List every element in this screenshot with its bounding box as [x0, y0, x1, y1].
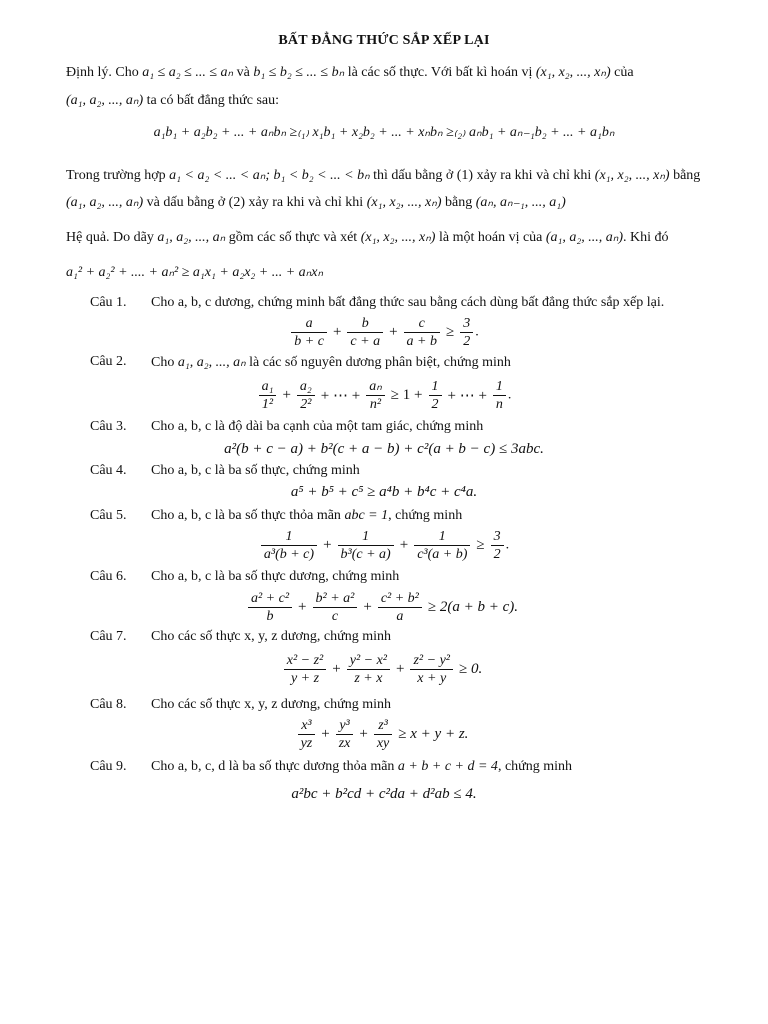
q5-den-2: b³(c + a): [340, 547, 391, 562]
q1-den-3: a + b: [406, 334, 437, 349]
question-3-text: Cho a, b, c là độ dài ba cạnh của một tam giác, chứng minh: [151, 419, 484, 434]
q8-num-2: y³: [336, 717, 354, 735]
q8-den-3: xy: [376, 736, 390, 751]
q5-num-1: 1: [261, 528, 317, 546]
q6-den-1: b: [266, 609, 274, 624]
corollary-label: Hệ quả. Do dãy: [66, 230, 154, 245]
equality-text: Trong trường hợp: [66, 168, 166, 183]
question-6-number: Câu 6.: [90, 569, 127, 584]
corollary-text-3: . Khi đó: [623, 230, 669, 245]
q6-num-3: c² + b²: [378, 590, 422, 608]
question-6-formula: $\frac{\text{a² + c²}}{b}$ + $\frac{\text{b² + a²}}{c}$ + $\frac{\text{c² + b²}}{a}$ ≥ 2(a + b + c).: [0, 590, 768, 625]
q6-num-2: b² + a²: [313, 590, 358, 608]
q1-num-2: b: [347, 315, 383, 333]
q5-rhs-den: 2: [493, 547, 501, 562]
theorem-line-1: [66, 63, 634, 83]
question-1-formula: $\frac{a}{b + c}$ + $\frac{b}{c + a}$ + $\frac{c}{a + b}$ ≥ $\frac{3}{2}$ .: [0, 315, 768, 350]
q2-text-post: là các số nguyên dương phân biệt, chứng minh: [249, 355, 511, 370]
q2-rhs-den-2: n: [495, 397, 503, 412]
q7-den-1: y + z: [290, 671, 320, 686]
math-x-tuple: (x₁, x₂, ..., xₙ): [360, 230, 436, 245]
equality-line-1: [66, 166, 700, 186]
question-7-number: Câu 7.: [90, 629, 127, 644]
q2-den-1: 1²: [261, 397, 274, 412]
q9-math: a + b + c + d = 4: [397, 759, 498, 774]
corollary-formula: a₁² + a₂² + .... + aₙ² ≥ a₁x₁ + a₂x₂ + ... + aₙxₙ: [66, 265, 324, 280]
theorem-text-2: ta có bất đẳng thức sau:: [146, 93, 280, 108]
question-9-text: [151, 759, 572, 775]
q2-num-3: aₙ: [366, 378, 385, 396]
text-and: và: [236, 65, 250, 80]
q2-dots: + ⋯ +: [320, 388, 361, 404]
math-strict-order: a₁ < a₂ < ... < aₙ; b₁ < b₂ < ... < bₙ: [169, 168, 370, 183]
q2-num-2: a₂: [297, 378, 315, 396]
q8-den-1: yz: [300, 736, 313, 751]
q5-text-post: , chứng minh: [388, 508, 463, 523]
q2-text-pre: Cho: [151, 355, 175, 370]
math-a-tuple: (a₁, a₂, ..., aₙ): [66, 93, 144, 108]
q1-end: .: [475, 324, 479, 340]
q5-math: abc = 1: [344, 508, 389, 523]
equality-text-2: thì dấu bằng ở (1) xảy ra khi và chỉ khi: [373, 168, 592, 183]
q5-den-1: a³(b + c): [263, 547, 315, 562]
math-a-seq: a₁, a₂, ..., aₙ: [157, 230, 226, 245]
q5-end: .: [505, 537, 510, 553]
q2-rhs-den-1: 2: [431, 397, 439, 412]
q2-math: a₁, a₂, ..., aₙ: [177, 355, 246, 370]
theorem-formula: a₁b₁ + a₂b₂ + ... + aₙbₙ ≥₍₁₎ x₁b₁ + x₂b₂ + ... + xₙbₙ ≥₍₂₎ aₙb₁ + aₙ₋₁b₂ + ... + a₁bₙ: [153, 125, 615, 140]
text-cua: của: [614, 65, 634, 80]
question-8-number: Câu 8.: [90, 697, 127, 712]
text-bang: bằng: [444, 195, 473, 210]
question-5-number: Câu 5.: [90, 508, 127, 523]
equality-text-3: và dấu bằng ở (2) xảy ra khi và chỉ khi: [146, 195, 364, 210]
q8-num-3: z³: [374, 717, 392, 735]
q2-ge: ≥ 1 +: [390, 387, 423, 403]
math-a-order: a₁ ≤ a₂ ≤ ... ≤ aₙ: [142, 65, 234, 80]
q6-num-1: a² + c²: [248, 590, 292, 608]
theorem-text: là các số thực. Với bất kì hoán vị: [347, 65, 533, 80]
question-7-formula: $\frac{\text{x² − z²}}{y + z}$ + $\frac{\text{y² − x²}}{z + x}$ + $\frac{\text{z² − y²}}{x + y}$ ≥ 0.: [0, 652, 768, 687]
question-4-number: Câu 4.: [90, 463, 127, 478]
q2-den-3: n²: [369, 397, 382, 412]
q5-rhs-num: 3: [491, 528, 504, 546]
corollary-text-2: là một hoán vị của: [438, 230, 543, 245]
question-5-formula: $\frac{1}{\text{a³(b + c)}}$ + $\frac{1}{\text{b³(c + a)}}$ + $\frac{1}{\text{c³(a + b)}}$ ≥ $\frac{3}{2}$ .: [0, 528, 768, 563]
q1-den-1: b + c: [294, 334, 324, 349]
question-8-formula: $\frac{\text{x³}}{yz}$ + $\frac{\text{y³}}{zx}$ + $\frac{\text{z³}}{xy}$ ≥ x + y + z.: [0, 717, 768, 752]
q6-rhs: ≥ 2(a + b + c).: [427, 599, 519, 615]
q8-num-1: x³: [298, 717, 316, 735]
q1-rhs-num: 3: [460, 315, 473, 333]
q7-den-2: z + x: [354, 671, 383, 686]
corollary-line-1: [66, 228, 669, 248]
math-x-tuple: (x₁, x₂, ..., xₙ): [366, 195, 442, 210]
question-6-text: Cho a, b, c là ba số thực dương, chứng minh: [151, 569, 400, 584]
question-3-formula: a²(b + c − a) + b²(c + a − b) + c²(a + b − c) ≤ 3abc.: [224, 441, 544, 457]
page-title: BẤT ĐẲNG THỨC SẮP XẾP LẠI: [278, 33, 490, 48]
question-9-number: Câu 9.: [90, 759, 127, 774]
q5-text-pre: Cho a, b, c là ba số thực thỏa mãn: [151, 508, 341, 523]
question-7-text: Cho các số thực x, y, z dương, chứng minh: [151, 629, 391, 644]
math-a-reverse-tuple: (aₙ, aₙ₋₁, ..., a₁): [475, 195, 566, 210]
math-a-tuple: (a₁, a₂, ..., aₙ): [66, 195, 144, 210]
q7-den-3: x + y: [417, 671, 447, 686]
math-b-order: b₁ ≤ b₂ ≤ ... ≤ bₙ: [253, 65, 345, 80]
question-2-number: Câu 2.: [90, 354, 127, 369]
question-4-formula: a⁵ + b⁵ + c⁵ ≥ a⁴b + b⁴c + c⁴a.: [290, 484, 478, 500]
q8-den-2: zx: [338, 736, 351, 751]
q7-num-2: y² − x²: [347, 652, 390, 670]
question-9-formula: a²bc + b²cd + c²da + d²ab ≤ 4.: [291, 786, 477, 802]
q7-num-1: x² − z²: [284, 652, 327, 670]
q2-rhs-num-2: 1: [493, 378, 506, 396]
q1-den-2: c + a: [350, 334, 381, 349]
q7-rhs: ≥ 0.: [459, 661, 483, 677]
question-4-text: Cho a, b, c là ba số thực, chứng minh: [151, 463, 360, 478]
question-2-formula: $\frac{\text{a₁}}{\text{1²}}$ + $\frac{\text{a₂}}{\text{2²}}$ + ⋯ + $\frac{\text{aₙ}}{\text{n²}}$ ≥ 1 + $\frac{1}{2}$ + ⋯ + $\frac{1}{n}$ .: [0, 378, 768, 413]
theorem-label: Định lý. Cho: [66, 65, 139, 80]
q6-den-2: c: [331, 609, 339, 624]
theorem-line-2: [66, 91, 279, 111]
q8-rhs: ≥ x + y + z.: [398, 726, 469, 742]
q1-rhs-den: 2: [463, 334, 471, 349]
question-1-number: Câu 1.: [90, 295, 127, 310]
q7-num-3: z² − y²: [410, 652, 453, 670]
math-a-tuple: (a₁, a₂, ..., aₙ): [545, 230, 624, 245]
math-x-tuple: (x₁, x₂, ..., xₙ): [594, 168, 670, 183]
question-1-text: Cho a, b, c dương, chứng minh bất đẳng thức sau bằng cách dùng bất đẳng thức sắp xếp lại.: [151, 295, 665, 310]
q6-den-3: a: [396, 609, 404, 624]
question-3-number: Câu 3.: [90, 419, 127, 434]
q2-end: .: [507, 387, 512, 403]
q1-num-3: c: [404, 315, 440, 333]
q2-den-2: 2²: [300, 397, 312, 412]
text-bang: bằng: [673, 168, 701, 183]
corollary-text: gồm các số thực và xét: [228, 230, 358, 245]
q5-num-3: 1: [414, 528, 470, 546]
question-5-text: [151, 508, 462, 524]
q5-num-2: 1: [338, 528, 394, 546]
q9-text-post: , chứng minh: [497, 759, 573, 774]
equality-line-2: [66, 193, 566, 213]
q2-rhs-num-1: 1: [429, 378, 442, 396]
q1-num-1: a: [291, 315, 327, 333]
question-2-text: [151, 354, 511, 371]
q2-num-1: a₁: [259, 378, 277, 396]
math-x-tuple: (x₁, x₂, ..., xₙ): [535, 65, 611, 80]
question-8-text: Cho các số thực x, y, z dương, chứng minh: [151, 697, 391, 712]
q9-text-pre: Cho a, b, c, d là ba số thực dương thỏa mãn: [151, 759, 395, 774]
q5-den-3: c³(a + b): [417, 547, 468, 562]
